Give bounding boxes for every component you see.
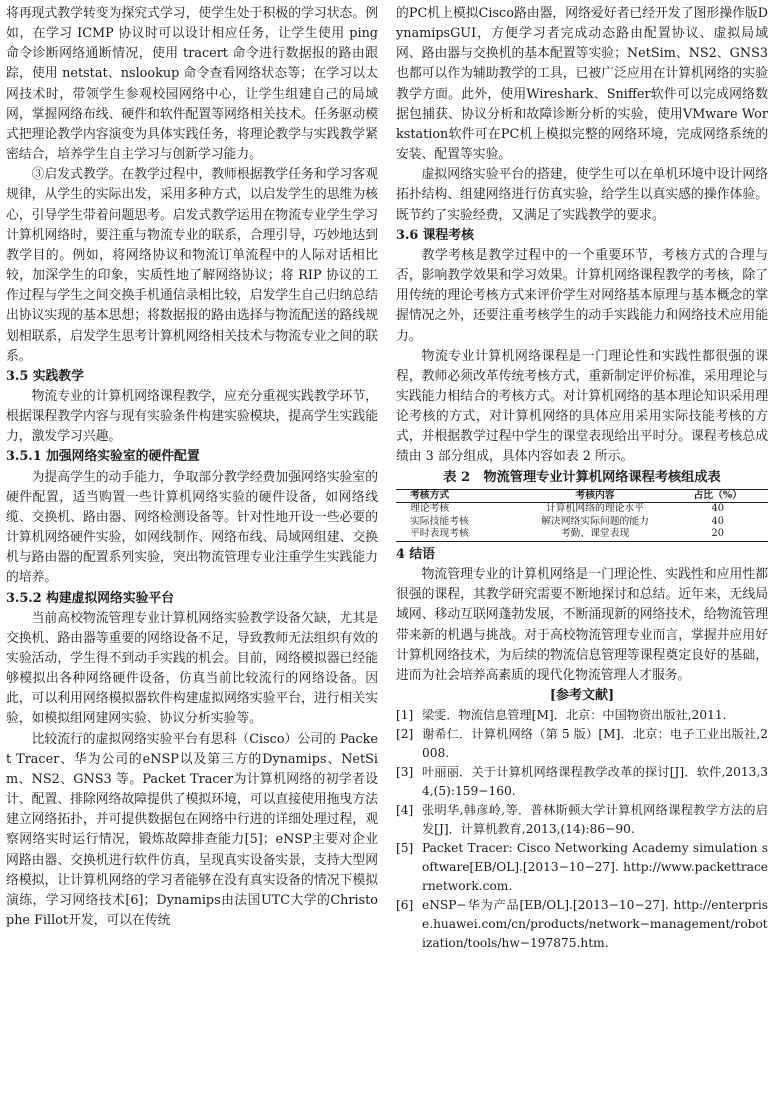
table-cell: 40 [711,503,724,515]
table-header-ratio: 占比（%） [668,489,768,503]
table-header-row [396,489,768,503]
right-paragraph-platforms-cont: 的PC机上模拟Cisco路由器，网络爱好者已经开发了图形操作版DynamipsGUI，方便学习者完成动态路由配置协议、虚拟局域网、路由器与交换机的基本配置等实验；NetSim、NS2、GNS3 也都可以作为辅助教学的工具，已被广泛应用在计算机网络的实验教学方面。此外，使用Wireshark、Sniffer软件可以完成网络数据包捕获、协议分析和故障诊断分析的实验，使用VMware Workstation软件可在PC机上模拟完整的网络环境，完成网络系统的安装、配置等实验。 [396,6,768,163]
table-row [396,528,768,541]
reference-number: [3] [396,765,414,780]
section-heading-3-6: 3.6 课程考核 [396,227,474,243]
reference-item [396,725,768,763]
reference-item [396,706,768,725]
left-paragraph-practice: 物流专业的计算机网络课程教学，应充分重视实践教学环节，根据课程教学内容与现有实验条件构建实验模块，提高学生实践能力，激发学习兴趣。 [6,388,378,445]
reference-number: [1] [396,708,414,723]
left-paragraph-heuristic: ③启发式教学。在教学过程中，教师根据教学任务和学习客观规律，从学生的实际出发，采用多种方式，以启发学生的思维为核心，引导学生带着问题思考。启发式教学运用在物流专业学生学习计算机网络时，要注重与物流专业的联系，合理引导，巧妙地达到教学目的。例如，将网络协议和物流订单流程中的人际对话相比较，加深学生的印象，实质性地了解网络协议；将 RIP 协议的工作过程与学生之间交换手机通信录相比较，启发学生自己归纳总结出协议实现的基本思想；将数据报的路由选择与物流配送的路线规划相联系，启发学生思考计算机网络相关技术与物流专业之间的联系。 [6,167,378,364]
right-paragraph-assessment: 教学考核是教学过程中的一个重要环节，考核方式的合理与否，影响教学效果和学习效果。计算机网络课程教学的考核，除了用传统的理论考核方式来评价学生对网络基本原理与基本概念的掌握情况之外，还要注重考核学生的动手实践能力和网络技术应用能力。 [396,247,768,344]
reference-text: eNSP−华为产品[EB/OL].[2013−10−27]. http://enterprise.huawei.com/cn/products/network−management/robotization/tools/hw−197875.htm. [422,898,768,951]
table-row [396,516,768,529]
section-heading-3-5: 3.5 实践教学 [6,368,84,384]
reference-text: 叶丽丽．关于计算机网络课程教学改革的探讨[J]．软件,2013,34,(5):159−160. [422,765,768,799]
left-paragraph-task-driven: 将再现式教学转变为探究式学习，使学生处于积极的学习状态。例如，在学习 ICMP 协议时可以设计相应任务，让学生使用 ping 命令诊断网络通断情况，使用 tracert 命令进行数据报的路由跟踪，使用 netstat、nslookup 命令查看网络状态等；在学习以太网技术时，带领学生参观校园网络中心，让学生组建自己的局域网，掌握网络布线、硬件和软件配置等网络相关技术。任务驱动模式把理论教学内容演变为具体实践任务，将理论教学与实践教学紧密结合，培养学生自主学习与创新学习能力。 [6,6,378,163]
reference-number: [2] [396,727,414,742]
table-caption: 表 2 物流管理专业计算机网络课程考核组成表 [443,469,721,485]
table-cell: 40 [711,515,724,527]
right-paragraph-assessment-method: 物流专业计算机网络课程是一门理论性和实践性都很强的课程，教师必须改革传统考核方式，重新制定评价标准，采用理论与实践能力相结合的考核方式。对计算机网络的基本理论知识采用理论考核的方式，对计算机网络的具体应用采用实际技能考核的方式，并根据教学过程中学生的课堂表现给出平时分。课程考核总成绩由 3 部分组成，具体内容如表 2 所示。 [396,348,768,465]
reference-text: Packet Tracer: Cisco Networking Academy simulation software[EB/OL].[2013−10−27]. http://www.packettracernetwork.com. [422,841,768,894]
left-paragraph-platforms: 比较流行的虚拟网络实验平台有思科（Cisco）公司的 Packet Tracer、华为公司的eNSP以及第三方的Dynamips、NetSim、NS2、GNS3 等。Packet Tracer为计算机网络的初学者设计、配置、排除网络故障提供了模拟环境，可以直接使用拖曳方法建立网络拓扑，并可提供数据包在网络中行进的详细处理过程，观察网络实时运行情况，锻炼故障排查能力[5]；eNSP主要对企业网路由器、交换机进行软件仿真，呈现真实设备实景，支持大型网络模拟，让计算机网络的学习者能够在没有真实设备的情况下模拟演练，学习网络技术[6]；Dynamips由法国UTC大学的Christophe Fillot开发，可以在传统 [6,731,378,929]
reference-number: [6] [396,898,414,913]
reference-item [396,839,768,896]
table-cell: 计算机网络的理论水平 [546,503,644,515]
reference-item [396,763,768,801]
reference-number: [5] [396,841,414,856]
reference-text: 梁雯．物流信息管理[M]．北京：中国物资出版社,2011. [422,708,727,723]
table-cell: 考勤、课堂表现 [560,528,630,540]
reference-text: 谢希仁．计算机网络（第 5 版）[M]．北京：电子工业出版社,2008. [422,727,768,761]
reference-list [396,706,768,953]
reference-item [396,896,768,953]
table-cell: 20 [711,528,724,540]
left-paragraph-hardware: 为提高学生的动手能力，争取部分教学经费加强网络实验室的硬件配置，适当购置一些计算机网络实验的硬件设备，如网络线缆、交换机、路由器、网络检测设备等。针对性地开设一些必要的计算机网络硬件实验，如网线制作、网络布线、局域网组建、交换机与路由器的配置系列实验，突出物流管理专业注重学生实践能力的培养。 [6,469,378,586]
left-column [6,4,378,931]
left-paragraph-virtual-lab: 当前高校物流管理专业计算机网络实验教学设备欠缺，尤其是交换机、路由器等重要的网络设备不足，导致教师无法组织有效的实验活动，学生得不到动手实践的机会。目前，网络模拟器已经能够模拟出各种网络硬件设备，仿真当前比较流行的网络设备。因此，可以利用网络模拟器软件构建虚拟网络实验平台，进行相关实验，如模拟组网建网实验、协议分析实验等。 [6,610,378,727]
table-cell: 平时表现考核 [410,528,469,540]
table-header-method: 考核方式 [396,489,522,503]
table-cell: 实际技能考核 [410,515,469,527]
reference-text: 张明华,韩彦岭,等．普林斯顿大学计算机网络课程教学方法的启发[J]．计算机教育,2013,(14):86−90. [422,803,768,837]
reference-number: [4] [396,803,414,818]
table-row [396,503,768,516]
right-column [396,4,768,953]
section-heading-4: 4 结语 [396,546,435,562]
references-heading: [参考文献] [549,688,615,704]
table-cell: 解决网络实际问题的能力 [541,515,649,527]
subsection-heading-3-5-2: 3.5.2 构建虚拟网络实验平台 [6,590,175,606]
table-header-content: 考核内容 [522,489,667,503]
table-cell: 理论考核 [410,503,450,515]
reference-item [396,801,768,839]
assessment-table [396,489,768,542]
right-paragraph-virtual-benefit: 虚拟网络实验平台的搭建，使学生可以在单机环境中设计网络拓扑结构、组建网络进行仿真实验，给学生以真实感的操作体验。既节约了实验经费，又满足了实践教学的要求。 [396,167,768,223]
right-paragraph-conclusion: 物流管理专业的计算机网络是一门理论性、实践性和应用性都很强的课程，其教学研究需要不断地探讨和总结。近年来，无线局域网、移动互联网蓬勃发展，不断涌现新的网络技术，给物流管理带来新的机遇与挑战。对于高校物流管理专业而言，掌握并应用好计算机网络技术，为后续的物流信息管理等课程奠定良好的基础，进而为社会培养高素质的现代化物流管理人才服务。 [396,567,768,683]
subsection-heading-3-5-1: 3.5.1 加强网络实验室的硬件配置 [6,449,200,465]
